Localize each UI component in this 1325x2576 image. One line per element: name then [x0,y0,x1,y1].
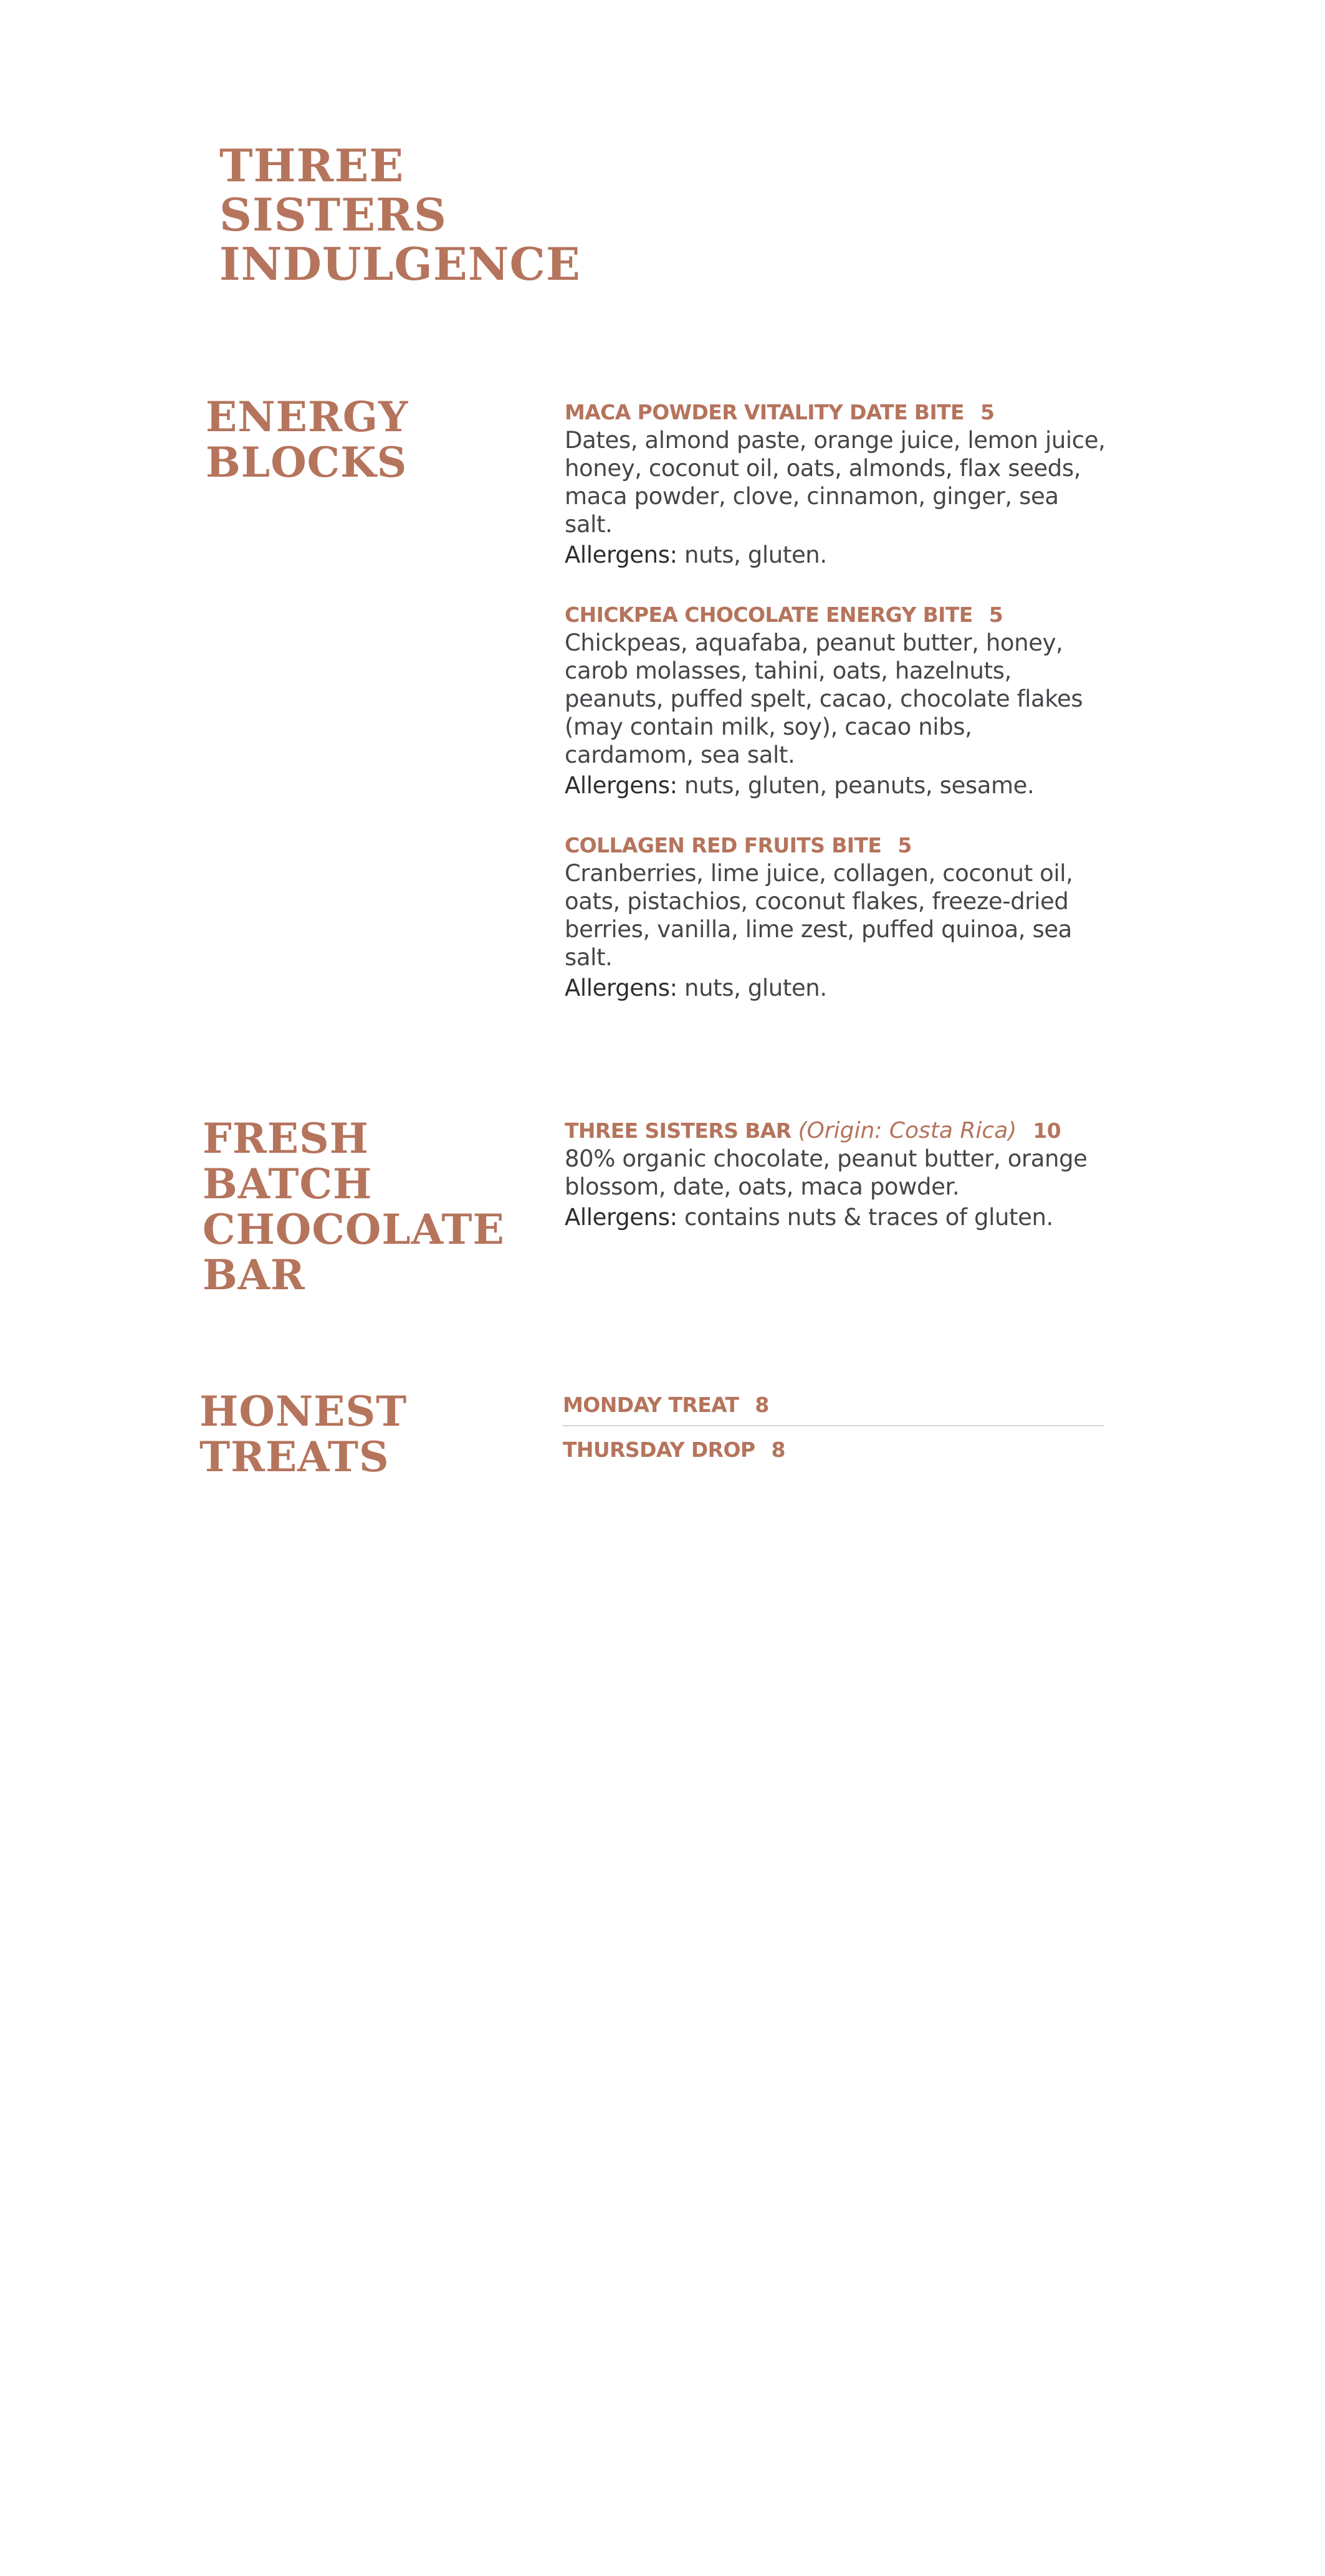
treat-divider [563,1425,1104,1426]
heading-line: BAR [203,1251,305,1299]
menu-title-line: THREE [219,139,404,192]
heading-line: ENERGY [206,393,409,441]
chocolate-bar-heading [203,1116,505,1298]
item-allergens [565,1203,1107,1231]
honest-treats-items [563,1391,1104,1464]
treat-item [563,1436,1104,1464]
item-name: COLLAGEN RED FRUITS BITE [565,833,882,857]
honest-treats-heading [199,1389,407,1480]
menu-item [565,1117,1107,1231]
allergens-label: Allergens: [565,975,677,1001]
heading-line: HONEST [199,1387,408,1436]
allergens-value: nuts, gluten. [684,975,827,1001]
item-name-row [565,832,1107,859]
item-name-row [565,1117,1107,1145]
allergens-value: contains nuts & traces of gluten. [684,1204,1053,1231]
item-description: Dates, almond paste, orange juice, lemon juice, honey, coconut oil, oats, almonds, flax seeds, maca powder, clove, cinnamon, ginger, sea salt. [565,427,1106,538]
menu-title-line: INDULGENCE [219,237,581,290]
item-origin: (Origin: Costa Rica) [798,1118,1017,1143]
item-description: Chickpeas, aquafaba, peanut butter, honey, carob molasses, tahini, oats, hazelnuts, peanuts, puffed spelt, cacao, chocolate flakes (may contain milk, soy), cacao nibs, cardamom, sea salt. [565,629,1083,768]
item-allergens [565,771,1107,799]
treat-price: 8 [755,1393,769,1417]
treat-item [563,1391,1104,1419]
item-price: 5 [988,603,1003,627]
treat-name: THURSDAY DROP [563,1438,755,1462]
item-allergens [565,541,1107,569]
treat-price: 8 [771,1438,785,1462]
item-name-row [565,601,1107,629]
item-name: MACA POWDER VITALITY DATE BITE [565,400,965,424]
item-name: THREE SISTERS BAR [565,1119,792,1143]
item-description: Cranberries, lime juice, collagen, coconut oil, oats, pistachios, coconut flakes, freeze-dried berries, vanilla, lime zest, puffed quinoa, sea salt. [565,860,1073,971]
energy-blocks-heading [206,394,408,485]
heading-line: BATCH [203,1160,373,1208]
allergens-value: nuts, gluten. [684,541,827,568]
menu-title-line: SISTERS [219,188,447,241]
item-name: CHICKPEA CHOCOLATE ENERGY BITE [565,603,973,627]
item-name-row [565,399,1107,426]
item-price: 5 [980,400,995,424]
allergens-label: Allergens: [565,541,677,568]
heading-line: CHOCOLATE [203,1205,505,1254]
menu-item [565,399,1107,569]
item-price: 10 [1033,1119,1061,1143]
allergens-value: nuts, gluten, peanuts, sesame. [684,772,1035,799]
menu-title [219,141,581,289]
menu-item [565,832,1107,1002]
treat-name: MONDAY TREAT [563,1393,739,1417]
item-price: 5 [897,833,912,857]
menu-item [565,601,1107,799]
allergens-label: Allergens: [565,1204,677,1231]
energy-blocks-items [565,399,1107,1034]
allergens-label: Allergens: [565,772,677,799]
item-allergens [565,974,1107,1002]
chocolate-bar-items [565,1117,1107,1264]
heading-line: FRESH [203,1114,370,1163]
item-description: 80% organic chocolate, peanut butter, orange blossom, date, oats, maca powder. [565,1145,1088,1200]
heading-line: TREATS [199,1433,390,1481]
heading-line: BLOCKS [206,438,408,487]
